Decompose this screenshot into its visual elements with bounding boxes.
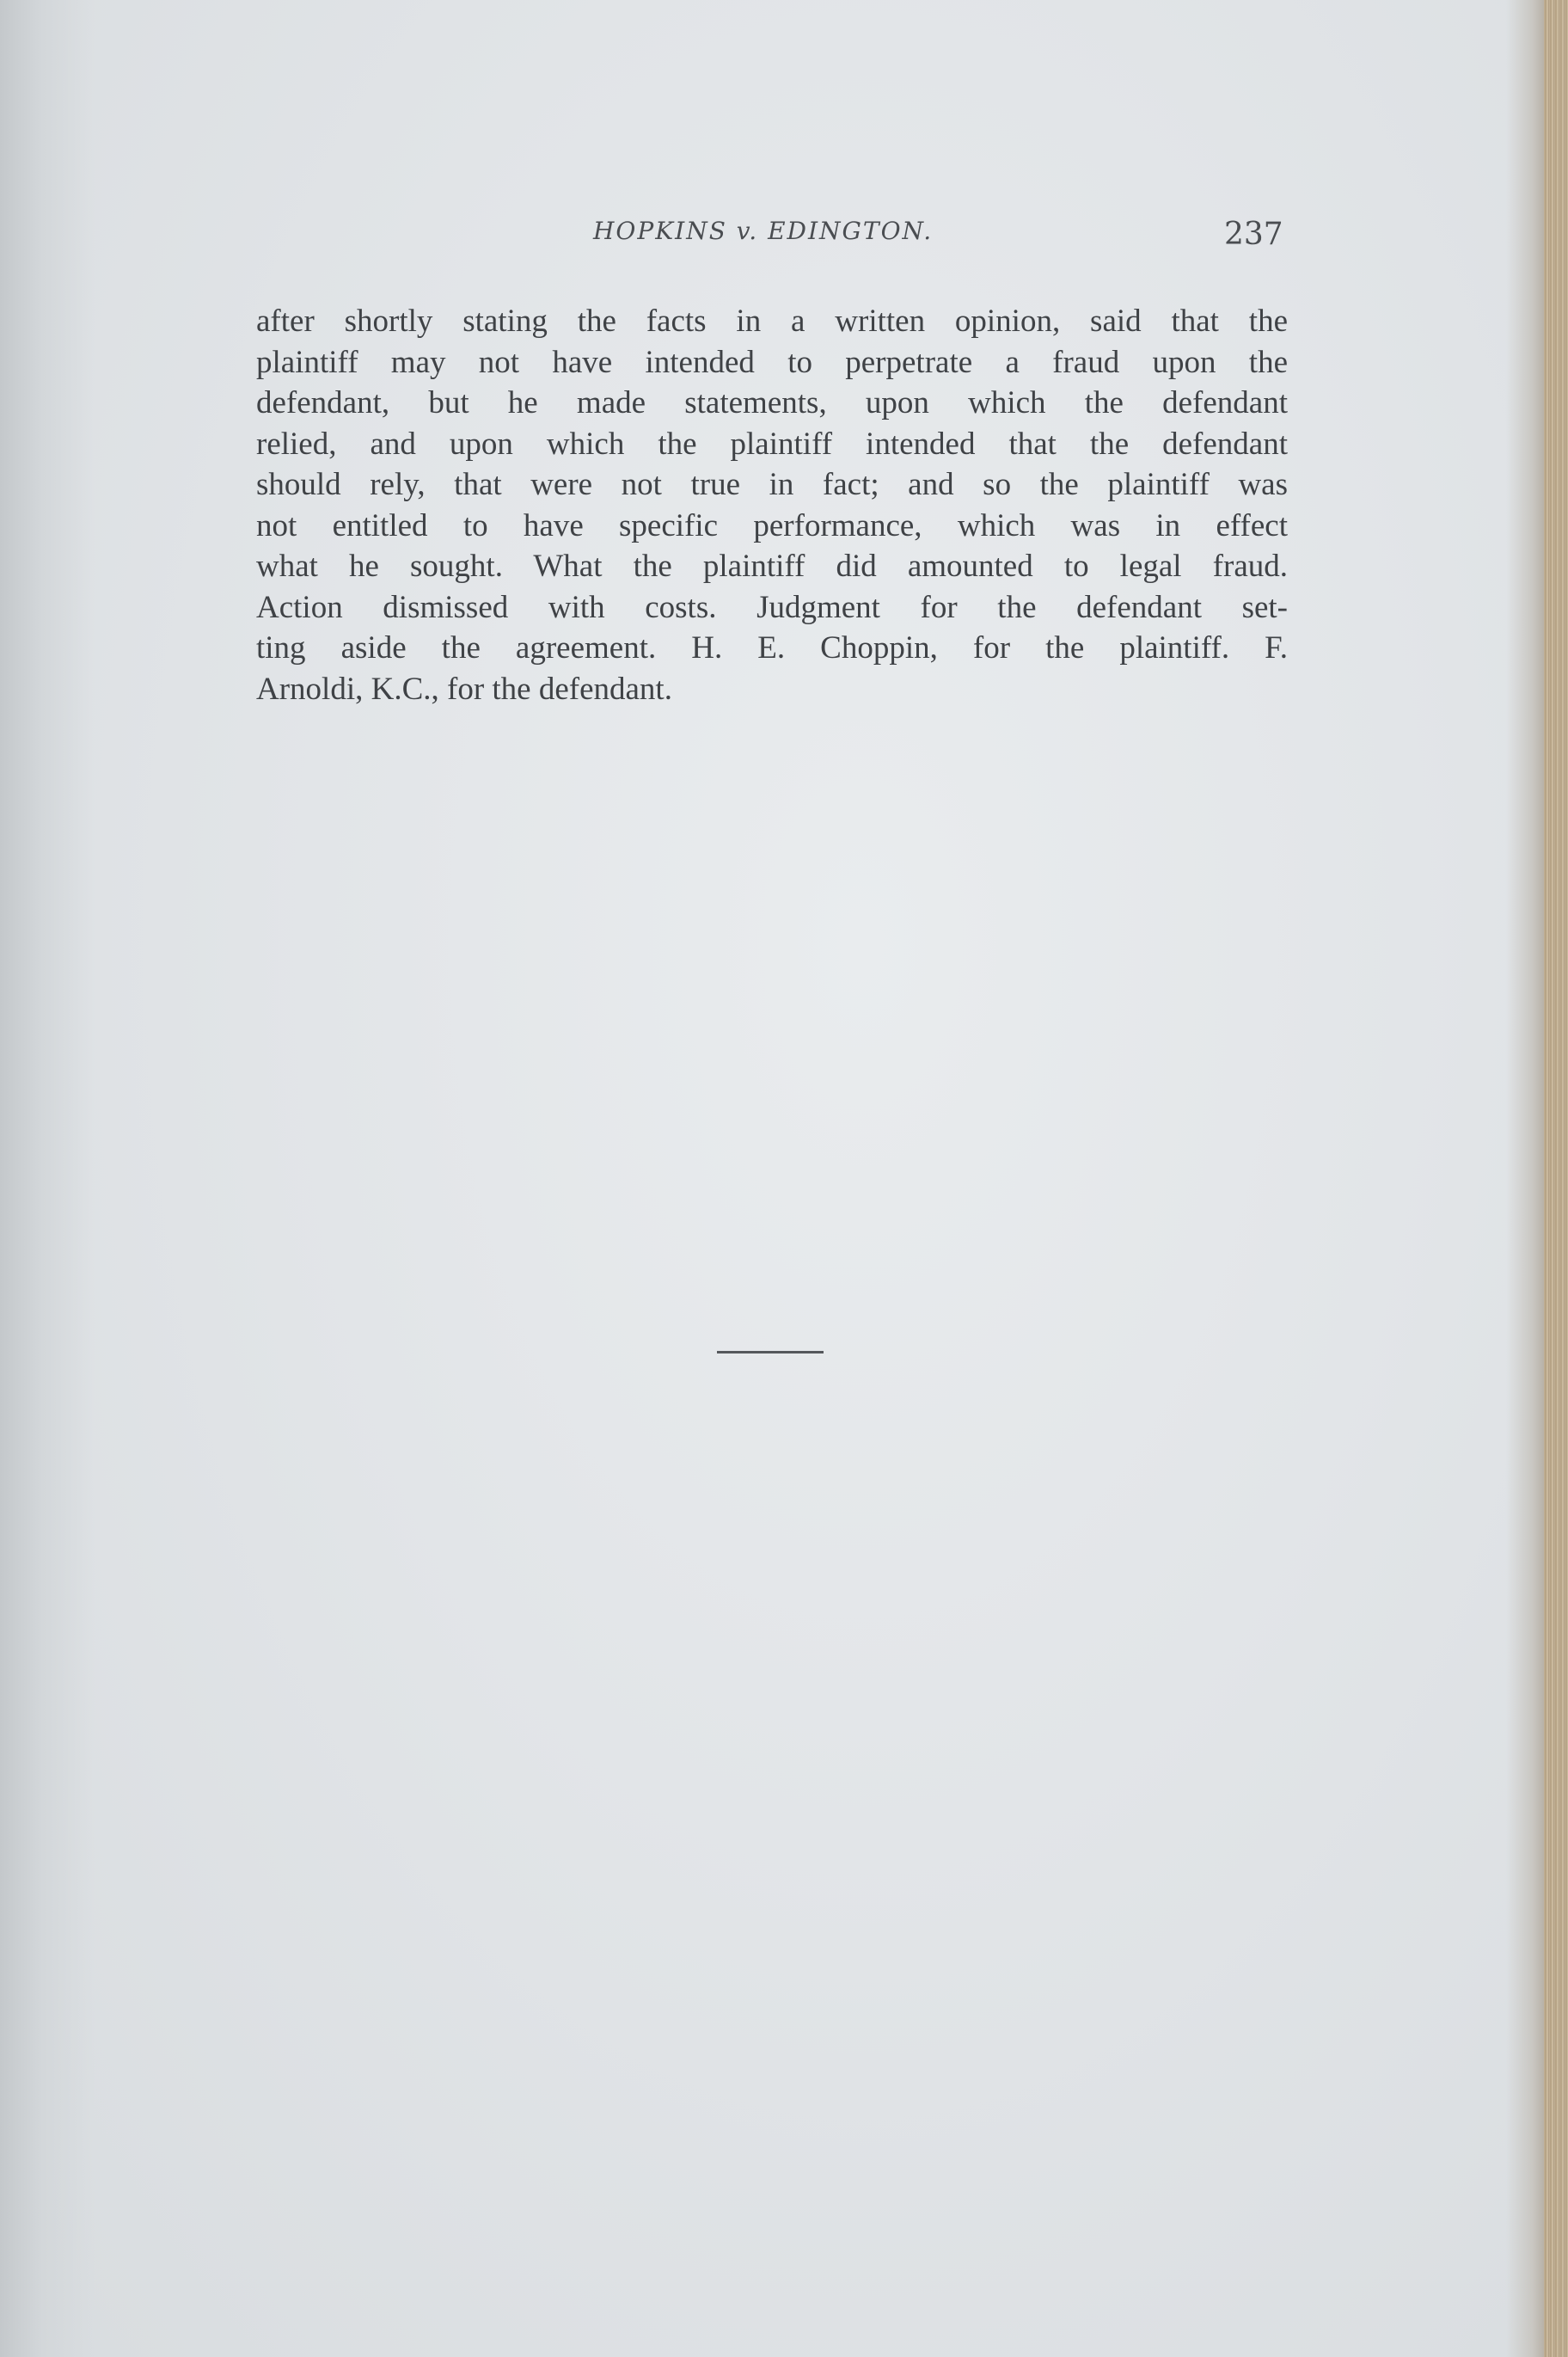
running-head: HOPKINS v. EDINGTON. <box>593 217 934 245</box>
page-number: 237 <box>1224 217 1283 252</box>
page-edge-shadow <box>1506 0 1544 2357</box>
text-line: what he sought. What the plaintiff did amounted to legal fraud. <box>256 549 1288 584</box>
text-line: relied, and upon which the plaintiff intended that the defendant <box>256 426 1288 462</box>
text-line: after shortly stating the facts in a written opinion, said that the <box>256 304 1288 339</box>
binding-gutter-shadow <box>0 0 95 2357</box>
text-line: plaintiff may not have intended to perpetrate a fraud upon the <box>256 344 1288 380</box>
book-page-edges <box>1544 0 1568 2357</box>
text-line: Action dismissed with costs. Judgment for the defendant set- <box>256 589 1288 625</box>
text-line: should rely, that were not true in fact; and so the plaintiff was <box>256 467 1288 502</box>
text-line: ting aside the agreement. H. E. Choppin, for the plaintiff. F. <box>256 630 1288 666</box>
text-line: defendant, but he made statements, upon which the defendant <box>256 385 1288 420</box>
text-line: Arnoldi, K.C., for the defendant. <box>256 671 672 707</box>
body-paragraph <box>256 301 1288 709</box>
text-line: not entitled to have specific performance, which was in effect <box>256 507 1288 543</box>
section-end-rule <box>717 1351 824 1353</box>
